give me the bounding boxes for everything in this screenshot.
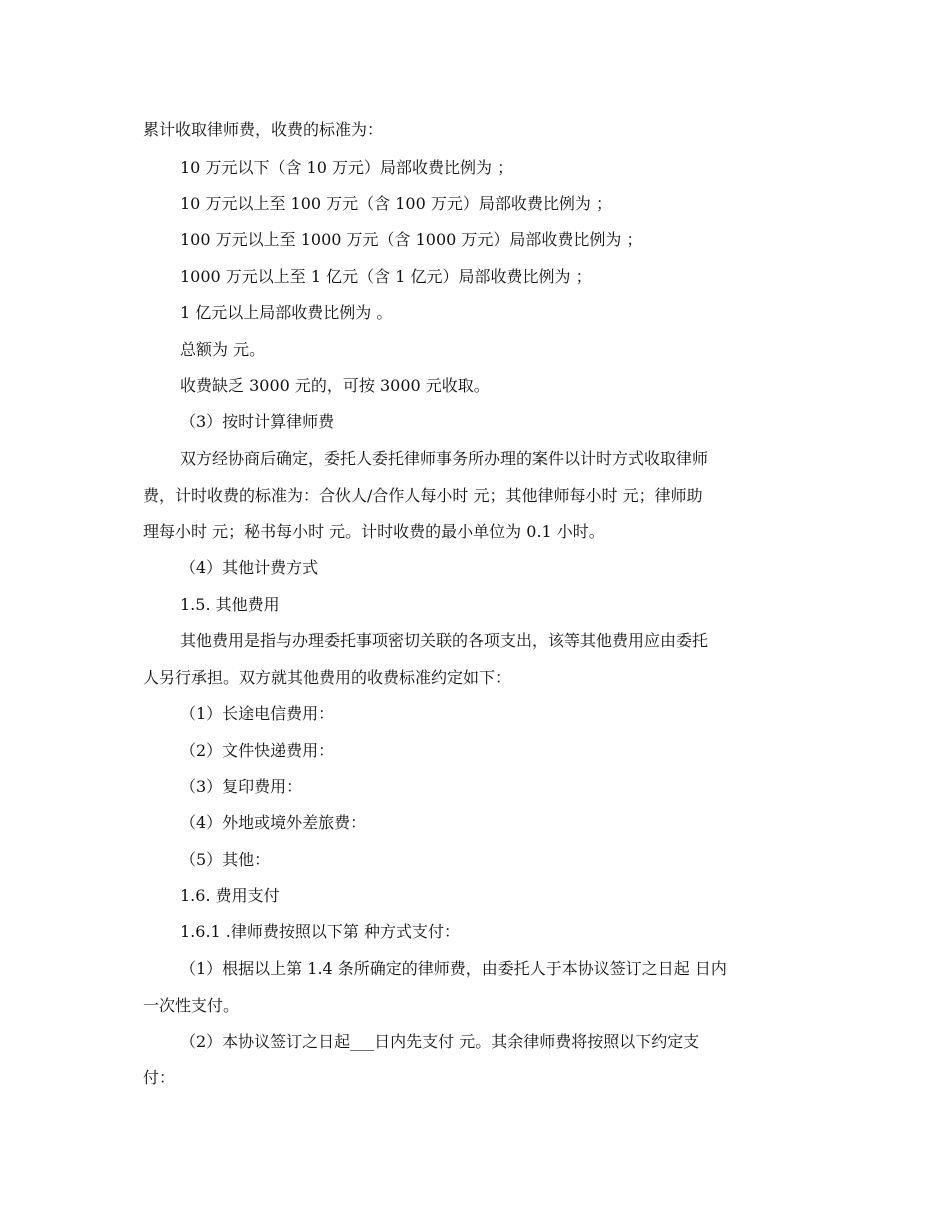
list-item-telecom: （1）长途电信费用： — [180, 704, 335, 723]
text-line-total: 总额为 元。 — [180, 340, 266, 359]
text-line-other-costs-2: 人另行承担。双方就其他费用的收费标准约定如下： — [143, 668, 512, 687]
text-line-other-costs-1: 其他费用是指与办理委托事项密切关联的各项支出，该等其他费用应由委托 — [180, 631, 709, 650]
list-item-courier: （2）文件快递费用： — [180, 741, 335, 760]
text-line-minimum-fee: 收费缺乏 3000 元的，可按 3000 元收取。 — [180, 376, 490, 395]
text-line-fee-standard-intro: 累计收取律师费，收费的标准为： — [143, 120, 384, 139]
text-line-payment-1b: 一次性支付。 — [143, 996, 240, 1015]
text-line-tier-2: 10 万元以上至 100 万元（含 100 万元）局部收费比例为 ； — [180, 194, 612, 213]
text-line-hourly-para-2: 费，计时收费的标准为：合伙人/合作人每小时 元；其他律师每小时 元；律师助 — [143, 486, 703, 505]
heading-section-1-6: 1.6. 费用支付 — [180, 886, 280, 905]
text-line-tier-5: 1 亿元以上局部收费比例为 。 — [180, 303, 393, 322]
text-line-section-1-6-1: 1.6.1 .律师费按照以下第 种方式支付： — [180, 922, 460, 941]
heading-section-1-5: 1.5. 其他费用 — [180, 595, 280, 614]
text-line-hourly-para-3: 理每小时 元；秘书每小时 元。计时收费的最小单位为 0.1 小时。 — [143, 522, 605, 541]
text-line-payment-2a: （2）本协议签订之日起___日内先支付 元。其余律师费将按照以下约定支 — [180, 1032, 700, 1051]
heading-hourly-fee: （3）按时计算律师费 — [180, 412, 335, 431]
text-line-payment-1a: （1）根据以上第 1.4 条所确定的律师费，由委托人于本协议签订之日起 日内 — [180, 959, 727, 978]
text-line-tier-4: 1000 万元以上至 1 亿元（含 1 亿元）局部收费比例为 ； — [180, 267, 592, 286]
text-line-tier-1: 10 万元以下（含 10 万元）局部收费比例为 ； — [180, 158, 514, 177]
text-line-tier-3: 100 万元以上至 1000 万元（含 1000 万元）局部收费比例为 ； — [180, 230, 643, 249]
list-item-copying: （3）复印费用： — [180, 777, 303, 796]
list-item-travel: （4）外地或境外差旅费： — [180, 813, 367, 832]
text-line-payment-2b: 付： — [143, 1068, 176, 1087]
heading-other-billing: （4）其他计费方式 — [180, 558, 319, 577]
list-item-other: （5）其他： — [180, 850, 271, 869]
text-line-hourly-para-1: 双方经协商后确定，委托人委托律师事务所办理的案件以计时方式收取律师 — [180, 449, 709, 468]
